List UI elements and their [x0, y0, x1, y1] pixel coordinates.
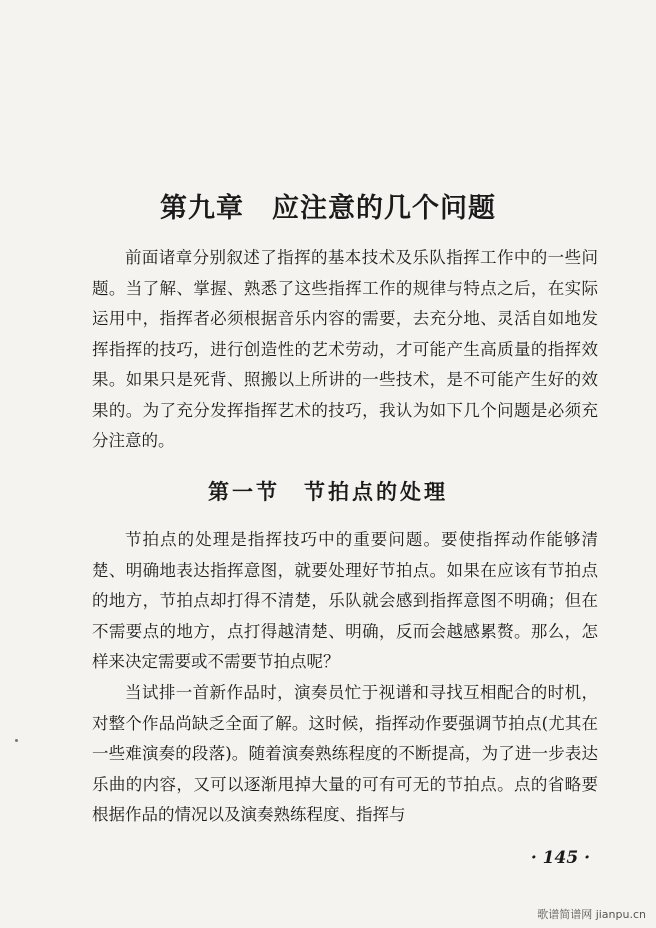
section-paragraph-1: 节拍点的处理是指挥技巧中的重要问题。要使指挥动作能够清楚、明确地表达指挥意图，就要处理好节拍点。如果在应该有节拍点的地方，节拍点却打得不清楚，乐队就会感到指挥意图不明确；但在不需要点的地方，点打得越清楚、明确，反而会越感累赘。那么，怎样来决定需要或不需要节拍点呢？	[92, 530, 598, 671]
section-paragraph-2: 当试排一首新作品时，演奏员忙于视谱和寻找互相配合的时机，对整个作品尚缺乏全面了解。这时候，指挥动作要强调节拍点(尤其在一些难演奏的段落)。随着演奏熟练程度的不断提高，为了进一步表达乐曲的内容，又可以逐渐甩掉大量的可有可无的节拍点。点的省略要根据作品的情况以及演奏熟练程度、指挥与	[92, 683, 598, 824]
chapter-title: 第九章 应注意的几个问题	[160, 193, 496, 224]
chapter-intro-paragraph: 前面诸章分别叙述了指挥的基本技术及乐队指挥工作中的一些问题。当了解、掌握、熟悉了这些指挥工作的规律与特点之后，在实际运用中，指挥者必须根据音乐内容的需要，去充分地、灵活自如地发挥指挥的技巧，进行创造性的艺术劳动，才可能产生高质量的指挥效果。如果只是死背、照搬以上所讲的一些技术，是不可能产生好的效果的。为了充分发挥指挥艺术的技巧，我认为如下几个问题是必须充分注意的。	[92, 248, 598, 450]
site-watermark: 歌谱简谱网 jianpu.cn	[537, 908, 646, 921]
scan-speck	[15, 739, 18, 742]
page-number: · 145 ·	[530, 848, 590, 868]
section-title: 第一节 节拍点的处理	[208, 479, 448, 504]
